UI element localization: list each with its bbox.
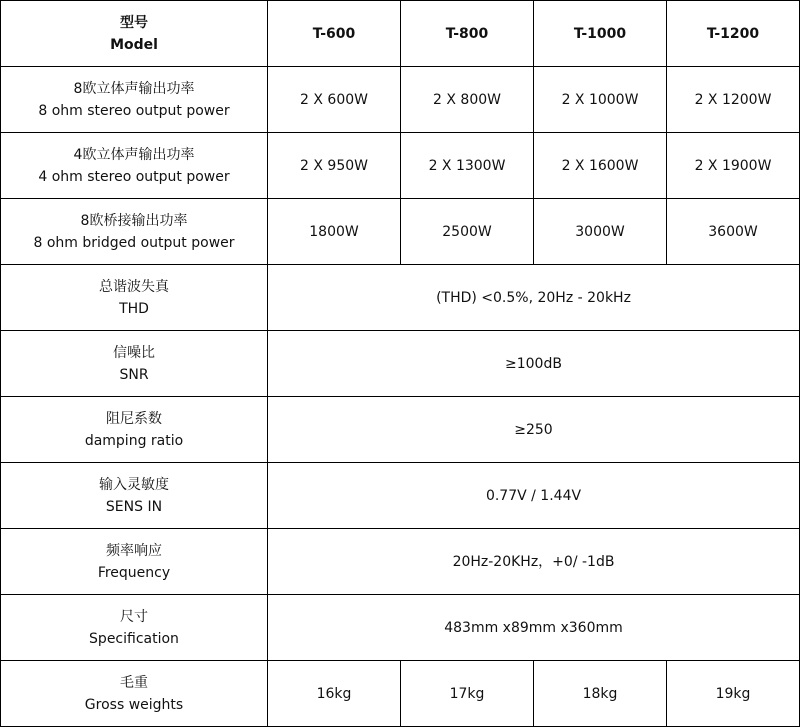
spec-label-en: 4 ohm stereo output power (38, 168, 230, 185)
spec-label-cn: 尺寸 (120, 608, 148, 625)
spec-label-cn: 频率响应 (106, 542, 162, 559)
spec-row-8ohm-bridged (1, 199, 800, 265)
spec-label-cell (1, 463, 268, 529)
spec-value-cell-merged: ≥100dB (268, 331, 800, 397)
spec-value-cell: 1800W (268, 199, 401, 265)
spec-row-gross-weight (1, 661, 800, 727)
spec-label-cell (1, 199, 268, 265)
spec-label-cn: 8欧立体声输出功率 (73, 80, 195, 97)
spec-row-8ohm-stereo (1, 67, 800, 133)
spec-value-cell-merged: ≥250 (268, 397, 800, 463)
header-row (1, 1, 800, 67)
header-label-cn: 型号 (120, 14, 148, 31)
spec-label-cn: 阻尼系数 (106, 410, 162, 427)
spec-label-cn: 总谐波失真 (99, 278, 169, 295)
spec-row-4ohm-stereo (1, 133, 800, 199)
spec-label-cn: 输入灵敏度 (99, 476, 169, 493)
spec-value-cell: 2 X 800W (401, 67, 534, 133)
model-name-cell: T-1200 (667, 1, 800, 67)
model-name-cell: T-800 (401, 1, 534, 67)
spec-label-en: 8 ohm stereo output power (38, 102, 230, 119)
spec-label-cell (1, 67, 268, 133)
spec-value-cell: 17kg (401, 661, 534, 727)
spec-label-cell (1, 595, 268, 661)
spec-label-en: damping ratio (84, 432, 184, 449)
spec-value-cell: 2500W (401, 199, 534, 265)
header-label-en: Model (110, 36, 158, 53)
model-name-cell: T-1000 (534, 1, 667, 67)
spec-value-cell: 18kg (534, 661, 667, 727)
spec-value-cell: 2 X 1300W (401, 133, 534, 199)
spec-value-cell-merged: 20Hz-20KHz，+0/ -1dB (268, 529, 800, 595)
header-label-cell (1, 1, 268, 67)
spec-label-en: Specification (89, 630, 179, 647)
spec-value-cell: 3600W (667, 199, 800, 265)
spec-label-cn: 毛重 (120, 674, 148, 691)
model-name-cell: T-600 (268, 1, 401, 67)
spec-label-en: Gross weights (84, 696, 184, 713)
spec-row-frequency (1, 529, 800, 595)
spec-label-cn: 信噪比 (113, 344, 155, 361)
spec-value-cell: 2 X 600W (268, 67, 401, 133)
spec-value-cell: 2 X 950W (268, 133, 401, 199)
spec-value-cell: 2 X 1200W (667, 67, 800, 133)
spec-label-cell (1, 133, 268, 199)
spec-value-cell: 19kg (667, 661, 800, 727)
spec-value-cell: 3000W (534, 199, 667, 265)
spec-row-thd (1, 265, 800, 331)
spec-label-cn: 4欧立体声输出功率 (73, 146, 195, 163)
spec-label-en: 8 ohm bridged output power (33, 234, 235, 251)
spec-label-en: SENS IN (105, 498, 163, 515)
spec-label-cell (1, 265, 268, 331)
spec-label-en: Frequency (97, 564, 171, 581)
spec-label-en: SNR (119, 366, 149, 383)
spec-value-cell-merged: 483mm x89mm x360mm (268, 595, 800, 661)
spec-value-cell: 2 X 1900W (667, 133, 800, 199)
spec-label-cell (1, 529, 268, 595)
spec-row-sens-in (1, 463, 800, 529)
spec-label-en: THD (119, 300, 149, 317)
spec-value-cell-merged: 0.77V / 1.44V (268, 463, 800, 529)
spec-value-cell: 2 X 1000W (534, 67, 667, 133)
spec-label-cn: 8欧桥接输出功率 (80, 212, 188, 229)
spec-value-cell: 2 X 1600W (534, 133, 667, 199)
spec-label-cell (1, 661, 268, 727)
spec-row-dimensions (1, 595, 800, 661)
spec-label-cell (1, 331, 268, 397)
spec-value-cell-merged: (THD) <0.5%, 20Hz - 20kHz (268, 265, 800, 331)
spec-label-cell (1, 397, 268, 463)
spec-row-snr (1, 331, 800, 397)
spec-row-damping (1, 397, 800, 463)
spec-value-cell: 16kg (268, 661, 401, 727)
